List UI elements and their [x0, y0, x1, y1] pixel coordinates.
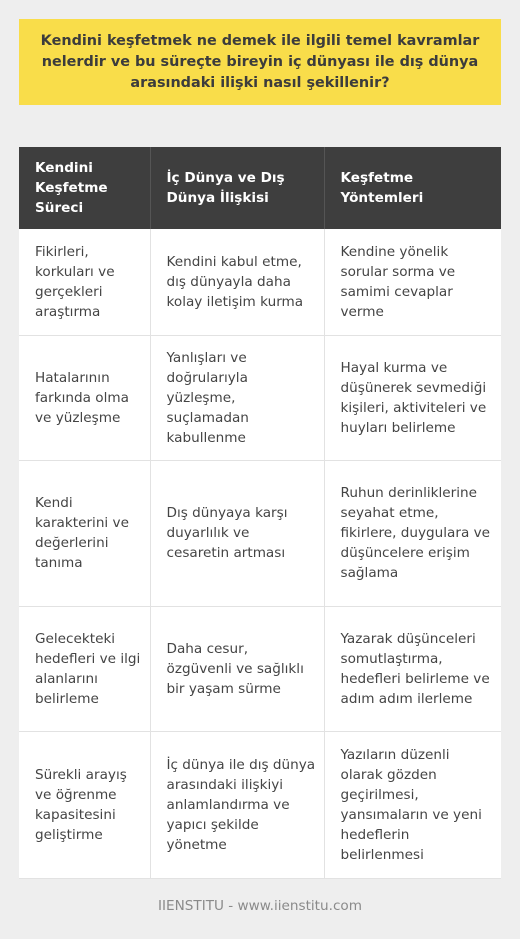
- table-cell: Kendini kabul etme, dış dünyayla daha kolay iletişim kurma: [150, 229, 324, 335]
- table-row: [19, 606, 501, 731]
- comparison-table: [19, 147, 501, 879]
- page-title: Kendini keşfetmek ne demek ile ilgili temel kavramlar nelerdir ve bu süreçte bireyin iç dünyası ile dış dünya arasındaki ilişki nasıl şekillenir?: [40, 32, 480, 91]
- column-header-relationship: İç Dünya ve Dış Dünya İlişkisi: [150, 147, 324, 229]
- table-row: [19, 229, 501, 335]
- table-row: [19, 335, 501, 460]
- table-cell: Ruhun derinliklerine seyahat etme, fikirlere, duygulara ve düşüncelere erişim sağlama: [324, 460, 501, 606]
- table-cell: Yazıların düzenli olarak gözden geçirilmesi, yansımaların ve yeni hedeflerin belirlenmesi: [324, 731, 501, 878]
- table-row: [19, 731, 501, 878]
- table-cell: Fikirleri, korkuları ve gerçekleri araştırma: [19, 229, 150, 335]
- table-cell: Dış dünyaya karşı duyarlılık ve cesaretin artması: [150, 460, 324, 606]
- table-cell: İç dünya ile dış dünya arasındaki ilişkiyi anlamlandırma ve yapıcı şekilde yönetme: [150, 731, 324, 878]
- table-cell: Yanlışları ve doğrularıyla yüzleşme, suçlamadan kabullenme: [150, 335, 324, 460]
- table-cell: Gelecekteki hedefleri ve ilgi alanlarını belirleme: [19, 606, 150, 731]
- footer-credit: IIENSTITU - www.iienstitu.com: [158, 898, 362, 914]
- title-banner: [19, 19, 501, 105]
- table-cell: Hayal kurma ve düşünerek sevmediği kişileri, aktiviteleri ve huyları belirleme: [324, 335, 501, 460]
- table-cell: Kendine yönelik sorular sorma ve samimi cevaplar verme: [324, 229, 501, 335]
- table-header-row: [19, 147, 501, 229]
- column-header-methods: Keşfetme Yöntemleri: [324, 147, 501, 229]
- table-row: [19, 460, 501, 606]
- table-cell: Sürekli arayış ve öğrenme kapasitesini geliştirme: [19, 731, 150, 878]
- table-cell: Yazarak düşünceleri somutlaştırma, hedefleri belirleme ve adım adım ilerleme: [324, 606, 501, 731]
- table-cell: Kendi karakterini ve değerlerini tanıma: [19, 460, 150, 606]
- table-cell: Hatalarının farkında olma ve yüzleşme: [19, 335, 150, 460]
- column-header-process: Kendini Keşfetme Süreci: [19, 147, 150, 229]
- table-cell: Daha cesur, özgüvenli ve sağlıklı bir yaşam sürme: [150, 606, 324, 731]
